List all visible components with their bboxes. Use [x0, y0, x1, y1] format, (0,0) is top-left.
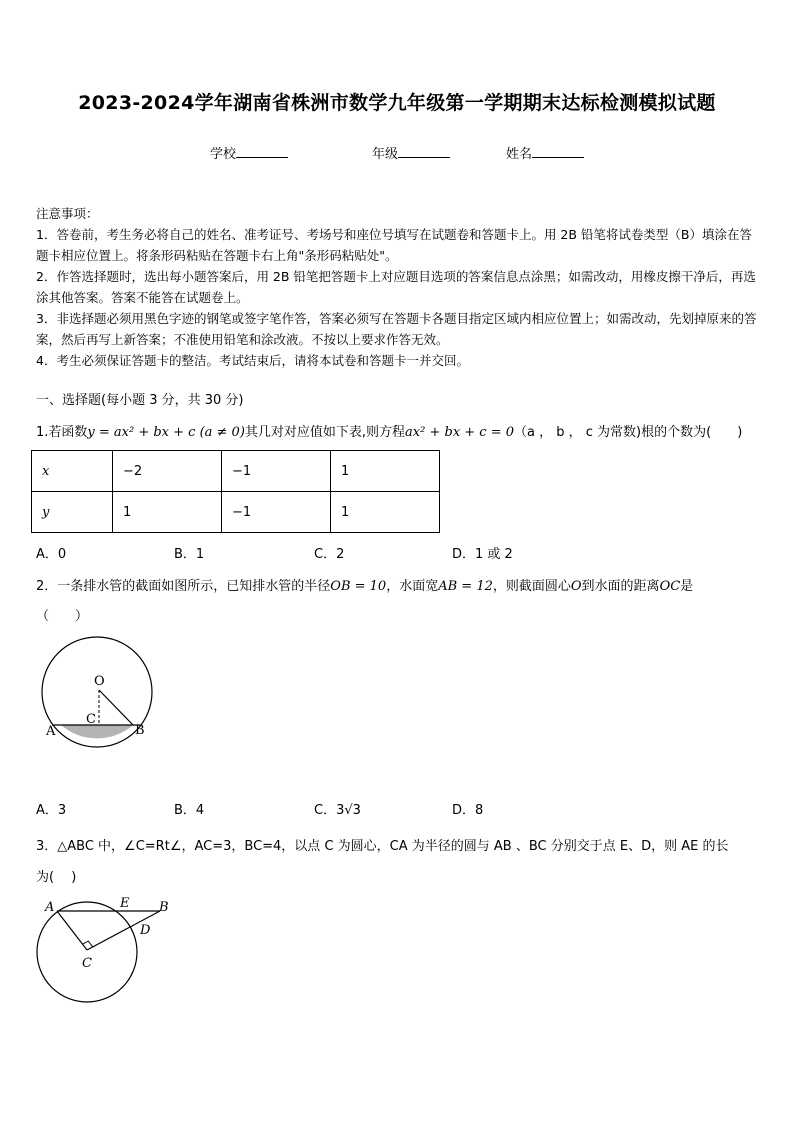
q2-option-a: A．3 [36, 803, 67, 818]
q2-paren: （ ） [36, 609, 89, 624]
q2-text4: 到水面的距离 [581, 579, 660, 594]
q1-pre: 1.若函数 [36, 425, 88, 440]
q2-oc: OC [659, 579, 681, 594]
table-cell: −1 [222, 451, 331, 492]
table-row [32, 451, 440, 492]
note-item-4: 4．考生必须保证答题卡的整洁。考试结束后，请将本试卷和答题卡一并交回。 [36, 353, 469, 368]
school-blank [236, 145, 288, 158]
q2-option-b: B．4 [174, 803, 205, 818]
q1-option-d: D．1 或 2 [452, 547, 513, 562]
label-o: O [94, 674, 105, 689]
name-blank [532, 145, 584, 158]
table-cell: 1 [113, 492, 222, 533]
question-3-line-2: 为( ) [36, 870, 77, 885]
q2-text3: ，则截面圆心 [492, 579, 571, 594]
label-c: C [86, 712, 96, 727]
table-cell: 1 [331, 451, 440, 492]
q2-pipe-figure [36, 632, 166, 752]
name-label: 姓名 [506, 147, 533, 162]
q1-value-table [31, 450, 440, 533]
q2-text5: 是 [680, 579, 694, 594]
table-cell: y [32, 492, 113, 533]
q1-func: y = ax² + bx + c (a ≠ 0) [87, 425, 245, 440]
q1-option-c: C．2 [314, 547, 345, 562]
q1-mid: 其几对对应值如下表,则方程 [244, 425, 406, 440]
q2-option-d: D．8 [452, 803, 484, 818]
segment-ob [99, 690, 133, 725]
grade-blank [398, 145, 450, 158]
note-item-2: 2．作答选择题时，选出每小题答案后，用 2B 铅笔把答题卡上对应题目选项的答案信息点涂黑；如需改动，用橡皮擦干净后，再选涂其他答案。答案不能答在试题卷上。 [36, 269, 756, 305]
school-field [210, 143, 288, 162]
q3-figure [30, 893, 180, 1011]
school-label: 学校 [210, 147, 237, 162]
label-b: B [159, 900, 169, 915]
label-c: C [82, 956, 92, 971]
q2-o: O [570, 579, 582, 594]
q2-option-c: C．3√3 [314, 803, 361, 818]
question-1-stem [36, 421, 742, 440]
q2-text2: ，水面宽 [386, 579, 439, 594]
table-cell: −1 [222, 492, 331, 533]
question-3-line-1: 3．△ABC 中，∠C=Rt∠，AC=3，BC=4，以点 C 为圆心，CA 为半径的圆与 AB 、BC 分别交于点 E、D，则 AE 的长 [36, 839, 729, 854]
q2-ab: AB = 12 [438, 579, 493, 594]
notes-heading: 注意事项： [36, 206, 99, 221]
q3-circle [37, 902, 137, 1002]
table-cell: 1 [331, 492, 440, 533]
section-heading: 一、选择题(每小题 3 分，共 30 分) [36, 393, 244, 408]
note-item-3: 3．非选择题必须用黑色字迹的钢笔或签字笔作答，答案必须写在答题卡各题目指定区域内相应位置上；如需改动，先划掉原来的答案，然后再写上新答案；不准使用铅笔和涂改液。不按以上要求作答无效。 [36, 311, 757, 347]
page-title: 2023-2024学年湖南省株洲市数学九年级第一学期期末达标检测模拟试题 [78, 92, 716, 114]
q2-text1: 2．一条排水管的截面如图所示，已知排水管的半径 [36, 579, 331, 594]
note-item-1: 1．答卷前，考生务必将自己的姓名、准考证号、考场号和座位号填写在试题卷和答题卡上。用 2B 铅笔将试卷类型（B）填涂在答题卡相应位置上。将条形码粘贴在答题卡右上角"条形码粘贴处"。 [36, 227, 753, 263]
question-2-stem [36, 575, 693, 594]
water-region [61, 725, 133, 738]
label-a: A [45, 900, 55, 915]
notes-block [36, 203, 758, 371]
q1-eq: ax² + bx + c = 0 [405, 425, 515, 440]
q1-option-a: A．0 [36, 547, 67, 562]
q1-post: （a ， b ， c 为常数)根的个数为( ) [514, 425, 743, 440]
label-d: D [140, 923, 151, 938]
grade-label: 年级 [372, 147, 399, 162]
name-field [506, 143, 584, 162]
q2-ob: OB = 10 [330, 579, 387, 594]
label-a: A [46, 724, 56, 739]
table-cell: x [32, 451, 113, 492]
table-cell: −2 [113, 451, 222, 492]
q1-option-b: B．1 [174, 547, 205, 562]
table-row [32, 492, 440, 533]
label-e: E [120, 896, 130, 911]
label-b: B [135, 723, 145, 738]
grade-field [372, 143, 450, 162]
